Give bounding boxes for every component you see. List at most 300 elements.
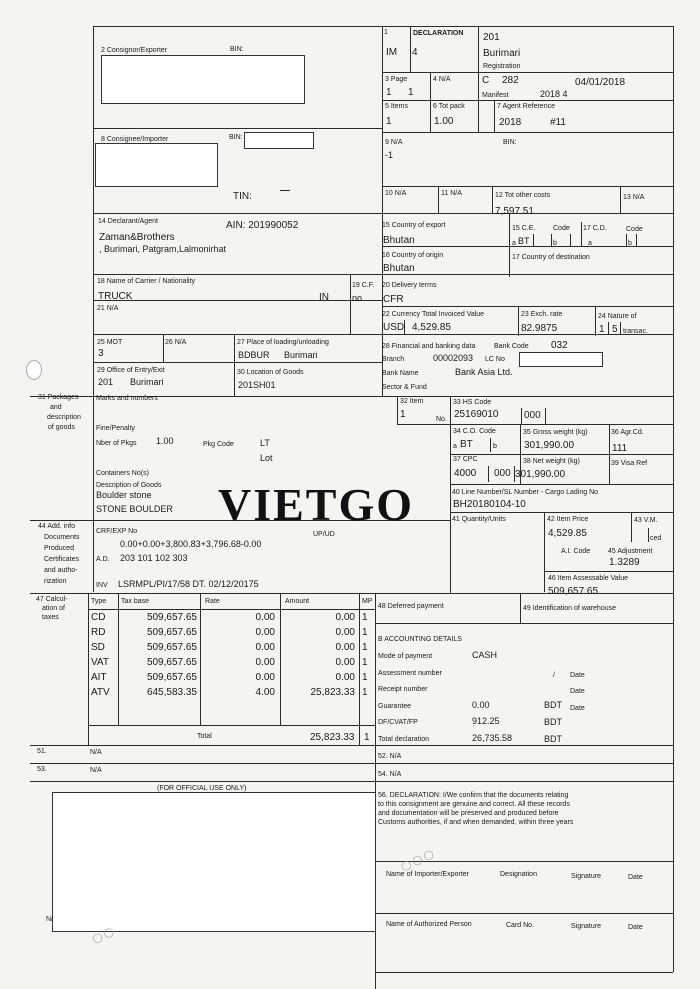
line-number-label: 40 Line Number/SL Number - Cargo Lading No (452, 489, 599, 496)
f10-label: 10 N/A (385, 190, 407, 197)
form-border-top (93, 26, 673, 27)
consignee-bin: BIN: (229, 134, 243, 141)
divider (533, 234, 534, 246)
importer-signature-label: Signature (571, 873, 601, 880)
divider (93, 334, 673, 335)
divider (382, 72, 673, 73)
co-code-b: b (493, 443, 497, 450)
tax-cell-amount: 0.00 (335, 612, 355, 623)
box1-number: 1 (384, 29, 388, 36)
tax-header: Rate (205, 598, 220, 605)
divider (544, 571, 673, 572)
nature-transac: transac. (623, 328, 648, 335)
divider (570, 234, 571, 246)
delivery-terms-value: CFR (383, 294, 404, 305)
lc-label: LC No (485, 356, 505, 363)
divider (450, 484, 673, 485)
divider (520, 593, 521, 623)
packages-label-4: of goods (48, 424, 75, 431)
pkg-code-label: Pkg Code (203, 441, 234, 448)
divider (375, 913, 673, 914)
divider (93, 300, 382, 301)
stamp-mark: ◯ ◯ (90, 925, 116, 945)
f26-label: 26 N/A (165, 339, 187, 346)
decl-office: 201 (483, 32, 500, 43)
country-origin-value: Bhutan (383, 263, 415, 274)
add-info-label-2: Documents (44, 534, 80, 541)
cd-code-label: Code (626, 226, 643, 233)
page-v1: 1 (386, 87, 392, 98)
tax-cell-type: SD (91, 642, 105, 653)
divider (200, 593, 201, 725)
pkg-code-value: LT (260, 438, 270, 448)
divider (93, 396, 94, 592)
auth-signature-label: Signature (571, 923, 601, 930)
office-entry-place: Burimari (130, 377, 164, 387)
divider (608, 322, 609, 334)
exch-rate-value: 82.9875 (521, 323, 558, 334)
tax-cell-rate: 0.00 (255, 642, 275, 653)
declarant-label: 14 Declarant/Agent (98, 218, 158, 225)
ai-code-label: A.I. Code (561, 548, 591, 555)
desc-goods-2: STONE BOULDER (96, 504, 173, 514)
location-goods-label: 30 Location of Goods (237, 369, 304, 376)
carrier-label: 18 Name of Carrier / Nationality (97, 278, 196, 285)
decl-im: IM (386, 47, 398, 58)
dfcvat-value: 912.25 (472, 716, 500, 726)
manifest-label: Manifest (482, 92, 509, 99)
mot-value: 3 (98, 348, 104, 359)
marks-label: Marks and numbers (96, 395, 158, 402)
f56-line1: 56. DECLARATION: I/We confirm that the documents relating (378, 792, 569, 799)
packages-label-3: description (47, 414, 81, 421)
desc-goods-1: Boulder stone (96, 490, 152, 500)
manifest-no: 2018 4 (540, 89, 568, 99)
tax-cell-mp: 1 (362, 627, 368, 638)
vm-label: 43 V.M. (634, 517, 658, 524)
divider (350, 274, 351, 334)
redacted-importer (95, 143, 218, 187)
adjustment-label: 45 Adjustment (608, 548, 653, 555)
ce-code-label: Code (553, 225, 570, 232)
hs-code-sub: 000 (524, 410, 541, 421)
redacted-exporter (101, 55, 305, 104)
containers-label: Containers No(s) (96, 470, 149, 477)
f13-label: 13 N/A (623, 194, 645, 201)
carrier-value: TRUCK (98, 291, 133, 302)
divider (490, 438, 491, 452)
cpc-v2: 000 (494, 468, 511, 479)
tax-header: MP (362, 598, 373, 605)
nber-pkgs-value: 1.00 (156, 436, 174, 446)
declarant-name: Zaman&Brothers (99, 232, 175, 243)
total-decl-value: 26,735.58 (472, 733, 513, 743)
f9-label: 9 N/A (385, 139, 403, 146)
f56-line4: Customs authorities, if and when demanded, within three years (378, 819, 574, 826)
co-code-label: 34 C.O. Code (453, 428, 496, 435)
bank-code-value: 032 (551, 340, 568, 351)
delivery-terms-label: 20 Delivery terms (382, 282, 437, 289)
divider (545, 408, 546, 424)
assess-date: Date (570, 672, 585, 679)
divider (620, 322, 621, 334)
decl-place: Burimari (483, 48, 521, 59)
tax-cell-base: 509,657.65 (146, 627, 197, 638)
divider (521, 408, 522, 424)
decl-title: DECLARATION (413, 30, 464, 37)
office-entry-code: 201 (98, 377, 114, 387)
divider (30, 781, 673, 782)
crf-calc: 0.00+0.00+3,800.83+3,796.68-0.00 (120, 539, 262, 549)
cd-label: 17 C.D. (583, 225, 607, 232)
cd-b: b (628, 240, 632, 247)
assessable-label: 46 Item Assessable Value (548, 575, 629, 582)
divider (382, 186, 673, 187)
pkg-kind: Lot (260, 453, 273, 463)
country-origin-label: 16 Country of origin (382, 252, 444, 259)
na4-label: 4 N/A (433, 76, 451, 83)
tax-cell-amount: 0.00 (335, 627, 355, 638)
bin-box (244, 132, 314, 149)
watermark: VIETGO (218, 479, 415, 530)
ce-a: a (512, 240, 516, 247)
tax-cell-type: VAT (91, 657, 109, 668)
divider (397, 396, 398, 424)
total-decl-label: Total declaration (378, 736, 429, 743)
tax-cell-type: RD (91, 627, 106, 638)
nature-v1: 1 (599, 324, 605, 335)
loading-label: 27 Place of loading/unloading (237, 339, 329, 346)
net-weight-value: 301,990.00 (515, 469, 566, 480)
quantity-label: 41 Quantity/Units (452, 516, 506, 523)
cf-label: 19 C.F. (352, 282, 375, 289)
divider (163, 334, 164, 362)
tax-cell-amount: 0.00 (335, 657, 355, 668)
divider (404, 320, 405, 334)
taxes-label-3: taxes (42, 614, 59, 621)
guarantee-value: 0.00 (472, 700, 490, 710)
agent-ref-label: 7 Agent Reference (497, 103, 555, 110)
nber-pkgs-label: Nber of Pkgs (96, 440, 137, 447)
tax-total-label: Total (197, 733, 212, 740)
taxes-label-2: ation of (42, 605, 65, 612)
tax-cell-rate: 0.00 (255, 612, 275, 623)
add-info-label-5: and autho- (44, 567, 78, 574)
consignee-label: 8 Consignee/Importer (101, 136, 169, 143)
divider (382, 100, 673, 101)
official-use-label: (FOR OFFICIAL USE ONLY) (157, 785, 247, 792)
country-dest-label: 17 Country of destination (512, 254, 590, 261)
importer-designation-label: Designation (500, 871, 537, 878)
consignee-tin: TIN: (233, 191, 252, 202)
item-value: 1 (400, 409, 406, 420)
divider (494, 100, 495, 132)
agent-ref-no: #11 (550, 117, 566, 128)
auth-name-label: Name of Authorized Person (386, 921, 472, 928)
f53-na: N/A (90, 767, 102, 774)
upud-label: UP/UD (313, 531, 335, 538)
divider (280, 593, 281, 725)
registration-label: Registration (483, 63, 521, 70)
page-v2: 1 (408, 87, 414, 98)
divider (636, 234, 637, 246)
divider (478, 26, 479, 132)
packages-label-1: 31 Packages (38, 394, 79, 401)
declarant-address: , Burimari, Patgram,Lalmonirhat (99, 244, 227, 254)
country-export-value: Bhutan (383, 235, 415, 246)
f51-na: N/A (90, 749, 102, 756)
tax-header: Amount (285, 598, 310, 605)
tax-cell-mp: 1 (362, 642, 368, 653)
carrier-nat: IN (319, 292, 329, 303)
lc-box (519, 352, 603, 367)
consignor-bin: BIN: (230, 46, 244, 53)
importer-name-label: Name of Importer/Exporter (386, 871, 469, 878)
total-decl-bdt: BDT (544, 734, 562, 744)
hs-code-value: 25169010 (454, 409, 499, 420)
item-price-value: 4,529.85 (548, 528, 587, 539)
add-info-label-4: Certificates (44, 556, 80, 563)
taxes-label-1: 47 Calcul- (36, 596, 68, 603)
banking-label: 28 Financial and banking data (382, 343, 476, 350)
receipt-label: Receipt number (378, 686, 428, 693)
divider (382, 132, 673, 133)
divider (375, 972, 673, 973)
items-label: 5 Items (385, 103, 408, 110)
tax-cell-mp: 1 (362, 672, 368, 683)
left-na-label: N/ (46, 916, 53, 923)
f11-label: 11 N/A (441, 190, 462, 197)
divider (30, 745, 673, 746)
loading-place: Burimari (284, 350, 318, 360)
divider (382, 26, 383, 396)
divider (359, 593, 360, 745)
tax-cell-type: CD (91, 612, 106, 623)
deferred-label: 48 Deferred payment (378, 603, 444, 610)
redacted-official (52, 792, 376, 932)
divider (581, 222, 582, 246)
cpc-v1: 4000 (454, 468, 477, 479)
c-label: C (482, 75, 490, 86)
line-number-value: BH20180104-10 (453, 499, 526, 510)
divider (518, 306, 519, 336)
co-code-value: BT (460, 439, 473, 450)
f12-value: 7,597.51 (495, 206, 534, 217)
divider (551, 234, 552, 246)
bank-name-value: Bank Asia Ltd. (455, 367, 513, 377)
form-border-left (93, 26, 94, 396)
branch-label: Branch (382, 356, 405, 363)
cd-a: a (588, 240, 592, 247)
divider (88, 725, 375, 726)
tax-cell-base: 509,657.65 (146, 642, 197, 653)
ad-label: A.D. (96, 556, 110, 563)
loading-code: BDBUR (238, 350, 270, 360)
net-weight-label: 38 Net weight (kg) (523, 458, 580, 465)
desc-goods-label: Description of Goods (96, 482, 162, 489)
divider (450, 512, 673, 513)
divider (382, 306, 673, 307)
add-info-label-6: rization (44, 578, 67, 585)
divider (544, 512, 545, 592)
mode-value: CASH (472, 650, 498, 660)
tax-cell-mp: 1 (362, 657, 368, 668)
agr-cd-label: 36 Agr.Cd. (611, 429, 644, 436)
bank-name-label: Bank Name (382, 370, 419, 377)
decl-date: 04/01/2018 (575, 77, 626, 88)
mode-label: Mode of payment (378, 653, 433, 660)
gross-weight-label: 35 Gross weight (kg) (523, 429, 588, 436)
agr-cd-value: 111 (612, 443, 628, 454)
divider (626, 234, 627, 246)
adjustment-value: 1.3289 (609, 557, 640, 568)
f9-value: -1 (385, 150, 394, 160)
acct-title: B ACCOUNTING DETAILS (378, 636, 462, 643)
guarantee-date: Date (570, 705, 585, 712)
assess-label: Assessment number (378, 670, 442, 677)
visa-ref-label: 39 Visa Ref (611, 460, 648, 467)
divider (93, 128, 382, 129)
branch-value: 00002093 (433, 353, 474, 363)
vm-value: ced (650, 535, 662, 542)
bank-code-label: Bank Code (494, 343, 529, 350)
punch-hole (26, 360, 42, 380)
f52-label: 52. N/A (378, 753, 402, 760)
divider (93, 213, 673, 214)
agent-ref-year: 2018 (499, 117, 522, 128)
tax-header: Type (91, 598, 107, 605)
tax-cell-type: AIT (91, 672, 107, 683)
f21-label: 21 N/A (97, 305, 119, 312)
item-label: 32 Item (400, 398, 424, 405)
tax-cell-mp: 1 (362, 687, 368, 698)
tot-pack-label: 6 Tot pack (433, 103, 465, 110)
divider (450, 454, 673, 455)
divider (375, 623, 673, 624)
divider (410, 26, 411, 72)
auth-card-label: Card No. (506, 922, 535, 929)
tax-cell-rate: 0.00 (255, 672, 275, 683)
decl-im-no: 4 (412, 47, 418, 58)
inv-value: LSRMPL/PI/17/58 DT. 02/12/20175 (118, 579, 259, 589)
f54-label: 54. N/A (378, 771, 402, 778)
f56-line2: to this consignment are genuine and correct. All these records (378, 801, 570, 808)
ce-value: BT (518, 236, 530, 246)
warehouse-label: 49 Identification of warehouse (523, 605, 617, 612)
add-info-label-1: 44 Add. info (38, 523, 75, 530)
divider (93, 362, 382, 363)
tax-cell-mp: 1 (362, 612, 368, 623)
divider (88, 593, 89, 745)
divider (509, 213, 510, 277)
tax-cell-base: 509,657.65 (146, 612, 197, 623)
divider (648, 528, 649, 542)
dfcvat-label: DF/CVAT/FP (378, 719, 418, 726)
divider (93, 274, 673, 275)
cpc-label: 37 CPC (453, 456, 478, 463)
divider (438, 186, 439, 213)
tin-dash (280, 190, 290, 191)
divider (234, 334, 235, 396)
currency-label: 22 Currency Total Invoiced Value (382, 311, 485, 318)
tax-cell-rate: 0.00 (255, 627, 275, 638)
guarantee-label: Guarantee (378, 703, 412, 710)
dfcvat-bdt: BDT (544, 717, 562, 727)
divider (118, 593, 119, 725)
stamp-mark: ◯ ◯ ◯ (399, 848, 435, 872)
gross-weight-value: 301,990.00 (524, 440, 575, 451)
ce-label: 15 C.E. (512, 225, 536, 232)
tax-header: Tax base (121, 598, 150, 605)
mot-label: 25 MOT (97, 339, 123, 346)
importer-date-label: Date (628, 874, 643, 881)
tot-pack-value: 1.00 (434, 116, 454, 127)
cf-value: no (352, 293, 363, 303)
divider (620, 186, 621, 213)
divider (30, 763, 673, 764)
tax-total-value: 25,823.33 (310, 732, 355, 743)
consignor-label: 2 Consignor/Exporter (101, 47, 168, 54)
divider (88, 609, 375, 610)
divider (450, 396, 451, 593)
ad-value: 203 101 102 303 (120, 553, 188, 563)
auth-date-label: Date (628, 924, 643, 931)
divider (430, 72, 431, 132)
declarant-ain: AIN: 201990052 (226, 220, 299, 231)
f9-bin: BIN: (503, 139, 517, 146)
tax-cell-base: 509,657.65 (146, 657, 197, 668)
assessable-value: 509,657.65 (548, 586, 599, 597)
inv-label: INV (96, 582, 108, 589)
exch-rate-label: 23 Exch. rate (521, 311, 563, 318)
ce-b: b (553, 240, 557, 247)
co-code-a: a (453, 443, 457, 450)
tax-cell-rate: 4.00 (255, 687, 275, 698)
divider (595, 306, 596, 336)
currency-value: USD (383, 322, 405, 333)
f56-line3: and documentation will be preserved and produced before (378, 810, 559, 817)
item-price-label: 42 Item Price (547, 516, 589, 523)
assess-slash: / (553, 672, 555, 679)
add-info-label-3: Produced (44, 545, 74, 552)
divider (488, 466, 489, 482)
tax-total-mp: 1 (364, 732, 370, 743)
sector-label: Sector & Fund (382, 384, 427, 391)
tax-cell-type: ATV (91, 687, 110, 698)
tax-cell-amount: 0.00 (335, 672, 355, 683)
country-export-label: 15 Country of export (382, 222, 446, 229)
c-number: 282 (502, 75, 519, 86)
f51-num: 51. (37, 748, 47, 755)
item-no-label: No. (436, 416, 447, 423)
packages-label-2: and (50, 404, 62, 411)
form-border-right (673, 26, 674, 972)
divider (492, 186, 493, 213)
tax-cell-rate: 0.00 (255, 657, 275, 668)
items-value: 1 (386, 116, 392, 127)
guarantee-bdt: BDT (544, 700, 562, 710)
nature-v2: 5 (612, 324, 618, 335)
f12-label: 12 Tot other costs (495, 192, 551, 199)
page-label: 3 Page (385, 76, 408, 83)
fine-label: Fine/Penalty (96, 425, 135, 432)
tax-cell-base: 645,583.35 (146, 687, 197, 698)
nature-label: 24 Nature of (598, 313, 637, 320)
f53-num: 53. (37, 766, 47, 773)
tax-cell-amount: 25,823.33 (310, 687, 355, 698)
tax-cell-amount: 0.00 (335, 642, 355, 653)
receipt-date: Date (570, 688, 585, 695)
